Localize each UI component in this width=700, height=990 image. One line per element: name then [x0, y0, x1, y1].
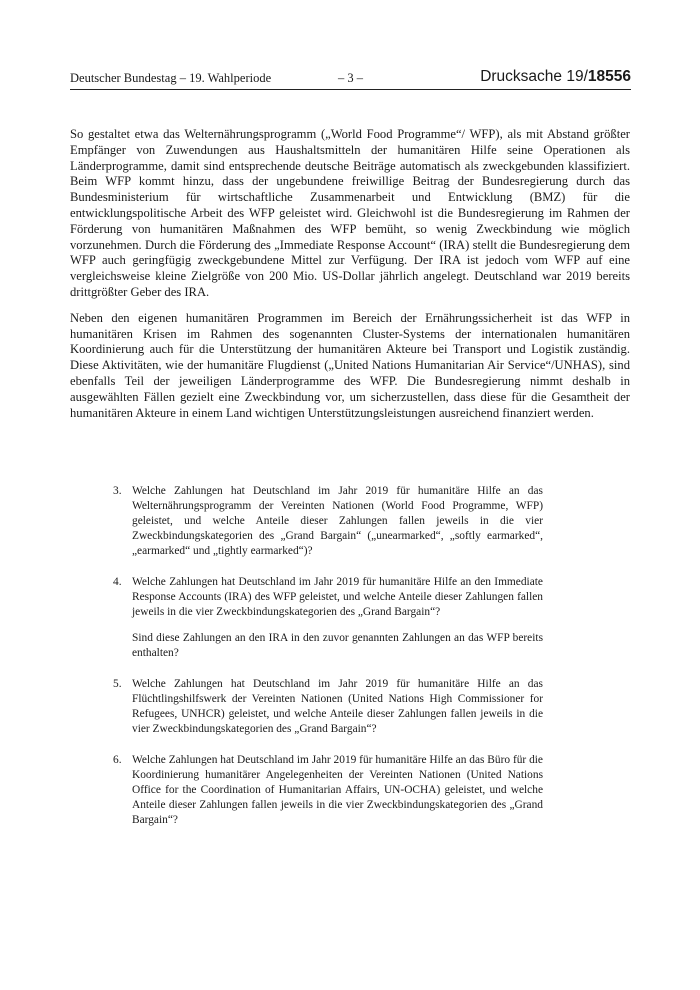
document-number — [480, 68, 631, 86]
question-number: 3. — [113, 485, 122, 497]
document-number-prefix: Drucksache 19/ — [480, 68, 588, 85]
question-followup: Sind diese Zahlungen an den IRA in den zuvor genannten Zahlungen an das WFP bereits enthalten? — [132, 632, 543, 659]
page-header — [70, 68, 631, 90]
question-number: 5. — [113, 678, 122, 690]
document-number-bold: 18556 — [587, 68, 631, 85]
question-text: Welche Zahlungen hat Deutschland im Jahr 2019 für humanitäre Hilfe an den Immediate Response Accounts (IRA) des WFP geleistet, und welche Anteile dieser Zahlungen fallen jeweils in die vier Zweckbindungskategorien des „Grand Bargain“? — [132, 576, 543, 618]
question-text: Welche Zahlungen hat Deutschland im Jahr 2019 für humanitäre Hilfe an das Welternährungsprogramm der Vereinten Nationen (World Food Programme, WFP) geleistet, und welche Anteile dieser Zahlungen fallen jeweils in die vier Zweckbindungskategorien des „Grand Bargain“ („unearmarked“, „softly earmarked“, „earmarked“ und „tightly earmarked“)? — [132, 485, 543, 557]
question-3 — [113, 484, 543, 559]
question-text: Welche Zahlungen hat Deutschland im Jahr 2019 für humanitäre Hilfe an das Flüchtlingshilfswerk der Vereinten Nationen (United Nations High Commissioner for Refugees, UNHCR) geleistet, und welche Anteile dieser Zahlungen fallen jeweils in die vier Zweckbindungskategorien des „Grand Bargain“? — [132, 678, 543, 735]
question-list — [113, 484, 543, 844]
question-number: 4. — [113, 576, 122, 588]
paragraph-1: So gestaltet etwa das Welternährungsprogramm („World Food Programme“/ WFP), als mit Abstand größter Empfänger von Zuwendungen aus Haushaltsmitteln der humanitären Hilfe seine Operationen als Länderprogramme, damit sind entsprechende deutsche Beiträge automatisch als zweckgebunden klassifiziert. Beim WFP kommt hinzu, dass der ungebundene freiwillige Beitrag der Bundesregierung durch das Bundesministerium für wirtschaftliche Zusammenarbeit und Entwicklung (BMZ) für die entwicklungspolitische Arbeit des WFP geleistet wird. Gleichwohl ist die Bundesregierung im Rahmen der Förderung von humanitären Maßnahmen des WFP bemüht, so wenig Zweckbindung wie möglich vorzunehmen. Durch die Förderung des „Immediate Response Account“ (IRA) stellt die Bundesregierung dem WFP auch geringfügig zweckgebundene Mittel zur Verfügung. Der IRA ist jedoch vom WFP auf eine vergleichsweise kleine Zielgröße von 200 Mio. US-Dollar jährlich angelegt. Deutschland war 2019 bereits drittgrößter Geber des IRA. — [70, 127, 630, 299]
question-text: Welche Zahlungen hat Deutschland im Jahr 2019 für humanitäre Hilfe an das Büro für die Koordinierung humanitärer Angelegenheiten der Vereinten Nationen (United Nations Office for the Coordination of Humanitarian Affairs, UN-OCHA) geleistet, und welche Anteile dieser Zahlungen fallen jeweils in die vier Zweckbindungskategorien des „Grand Bargain“? — [132, 754, 543, 826]
question-6 — [113, 753, 543, 828]
paragraph-2: Neben den eigenen humanitären Programmen im Bereich der Ernährungssicherheit ist das WFP in humanitären Krisen im Rahmen des sogenannten Cluster-Systems der internationalen humanitären Koordinierung auch für die Unterstützung der humanitären Akteure bei Transport und Logistik zuständig. Diese Aktivitäten, wie der humanitäre Flugdienst („United Nations Humanitarian Air Service“/UNHAS), sind ebenfalls Teil der jeweiligen Länderprogramme des WFP. Die Bundesregierung nimmt deshalb in ausgewählten Fällen gezielt eine Zweckbindung vor, um sicherzustellen, dass diese für die Gesamtheit der humanitären Akteure in einem Land wichtigen Unterstützungsleistungen ausreichend finanziert werden. — [70, 310, 630, 420]
header-title: Deutscher Bundestag – 19. Wahlperiode — [70, 71, 272, 85]
question-5 — [113, 677, 543, 737]
question-4 — [113, 575, 543, 661]
body-text — [70, 127, 630, 431]
question-number: 6. — [113, 754, 122, 766]
page-number: – 3 – — [338, 71, 363, 85]
